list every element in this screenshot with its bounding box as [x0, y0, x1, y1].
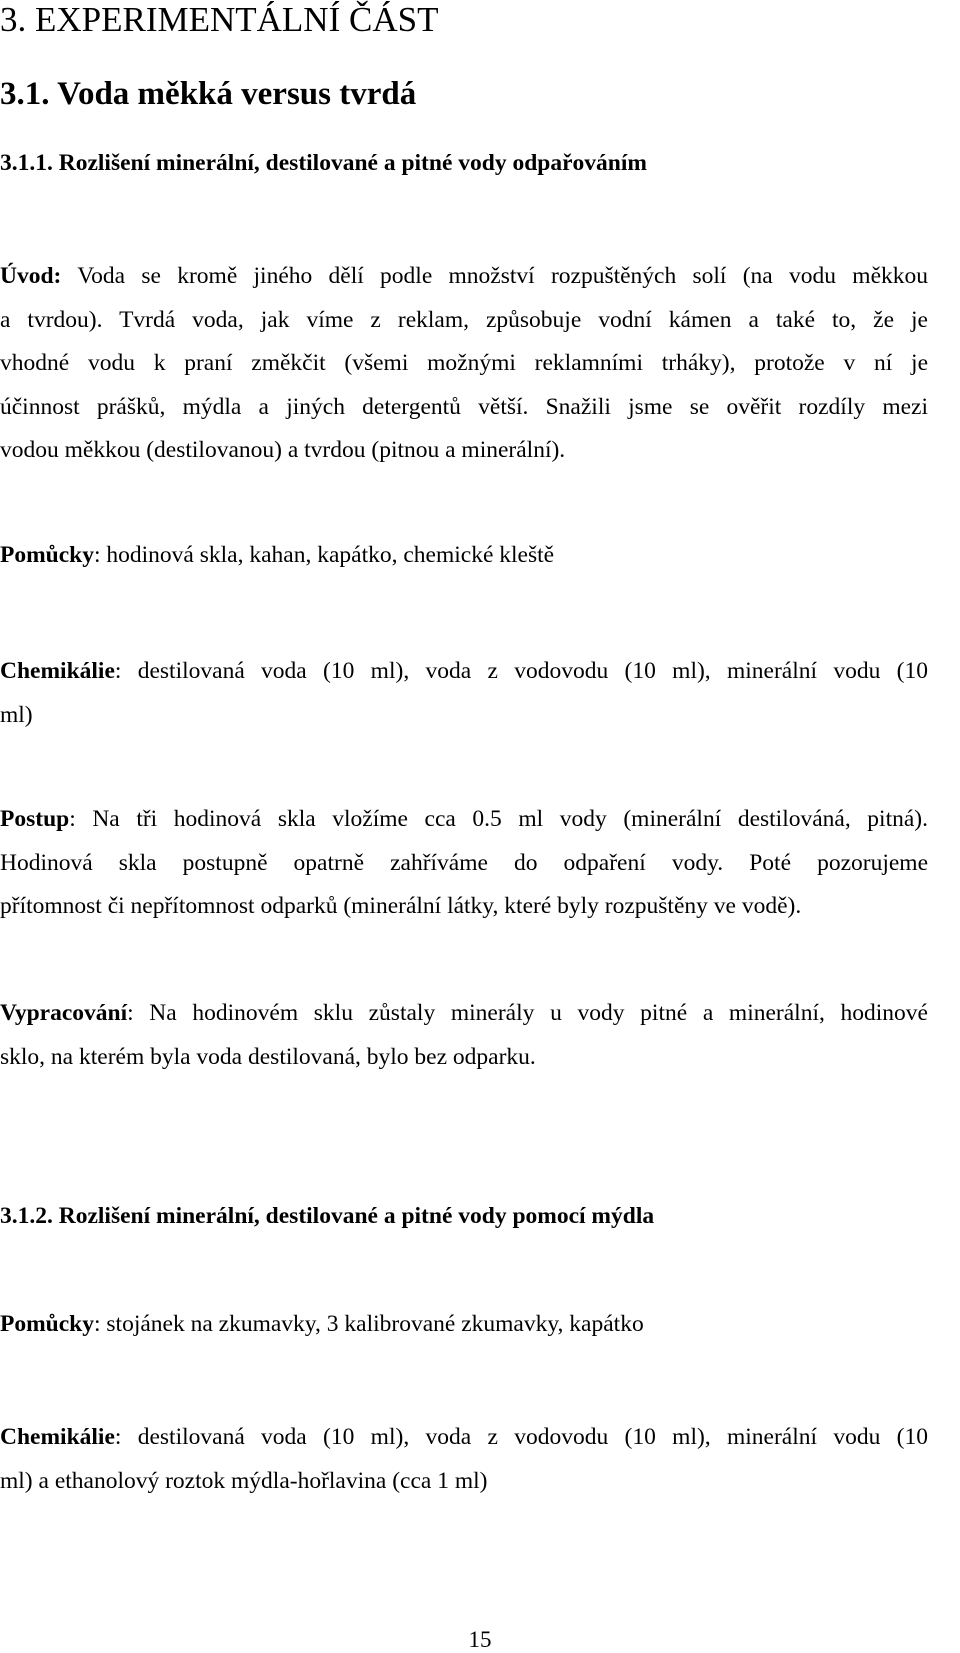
uvod-line: účinnost prášků, mýdla a jiných detergentů větší. Snažili jsme se ověřit rozdíly mezi: [0, 393, 928, 420]
vypracovani-label: Vypracování: [0, 1000, 128, 1026]
chemikalie-line: ml): [0, 701, 33, 728]
chemikalie-line: : destilovaná voda (10 ml), voda z vodovodu (10 ml), minerální vodu (10: [114, 1424, 928, 1450]
pomucky-text: : hodinová skla, kahan, kapátko, chemické kleště: [94, 542, 555, 568]
chemikalie-line: : destilovaná voda (10 ml), voda z vodovodu (10 ml), minerální vodu (10: [114, 658, 928, 684]
chemikalie-line: ml) a ethanolový roztok mýdla-hořlavina (cca 1 ml): [0, 1467, 488, 1494]
postup-line: Hodinová skla postupně opatrně zahříváme do odpaření vody. Poté pozorujeme: [0, 849, 928, 876]
pomucky-label: Pomůcky: [0, 542, 94, 568]
subsection-heading-1: 3.1.1. Rozlišení minerální, destilované a pitné vody odpařováním: [0, 150, 647, 176]
subsection-heading-2: 3.1.2. Rozlišení minerální, destilované a pitné vody pomocí mýdla: [0, 1203, 655, 1229]
chemikalie-label: Chemikálie: [0, 1424, 115, 1450]
section-heading: 3.1. Voda měkká versus tvrdá: [0, 76, 417, 112]
uvod-line: vodou měkkou (destilovanou) a tvrdou (pitnou a minerální).: [0, 437, 566, 463]
chemikalie-paragraph-2: [0, 1416, 928, 1503]
chemikalie-label: Chemikálie: [0, 658, 115, 684]
pomucky-2: [0, 1309, 644, 1339]
vypracovani-line: sklo, na kterém byla voda destilovaná, bylo bez odparku.: [0, 1043, 536, 1070]
chemikalie-paragraph-1: [0, 650, 928, 737]
postup-line: přítomnost či nepřítomnost odparků (minerální látky, které byly rozpuštěny ve vodě).: [0, 893, 802, 919]
uvod-paragraph: [0, 255, 928, 473]
pomucky-label: Pomůcky: [0, 1311, 94, 1337]
page-number: 15: [468, 1627, 492, 1652]
postup-line: : Na tři hodinová skla vložíme cca 0.5 ml vody (minerální destilováná, pitná).: [69, 806, 928, 832]
uvod-line: Voda se kromě jiného dělí podle množství rozpuštěných solí (na vodu měkkou: [61, 263, 928, 289]
pomucky-1: [0, 540, 554, 570]
pomucky-text: : stojánek na zkumavky, 3 kalibrované zkumavky, kapátko: [94, 1311, 644, 1337]
uvod-line: a tvrdou). Tvrdá voda, jak víme z reklam, způsobuje vodní kámen a také to, že je: [0, 306, 928, 333]
postup-label: Postup: [0, 806, 70, 832]
vypracovani-line: : Na hodinovém sklu zůstaly minerály u vody pitné a minerální, hodinové: [127, 1000, 928, 1026]
uvod-line: vhodné vodu k praní změkčit (všemi možnými reklamními trháky), protože v ní je: [0, 350, 928, 376]
postup-paragraph: [0, 798, 928, 929]
uvod-label: Úvod:: [0, 263, 62, 289]
vypracovani-paragraph: [0, 992, 928, 1079]
chapter-heading: 3. EXPERIMENTÁLNÍ ČÁST: [0, 0, 439, 39]
